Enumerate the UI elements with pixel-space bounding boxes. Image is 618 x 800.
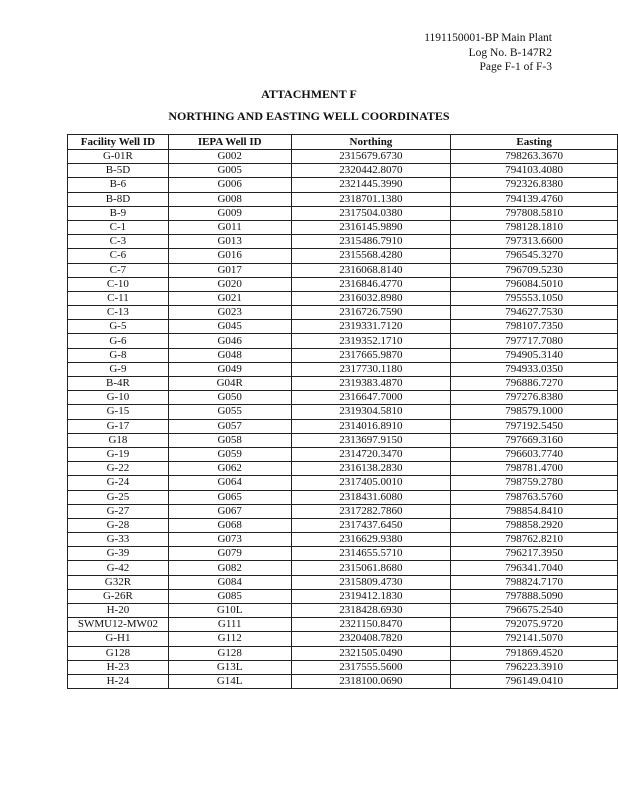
cell-northing: 2317730.1180	[291, 362, 451, 376]
cell-easting: 798759.2780	[451, 476, 618, 490]
table-row	[68, 660, 618, 674]
cell-easting: 797313.6600	[451, 235, 618, 249]
cell-facility-well-id: G-8	[68, 348, 169, 362]
cell-iepa-well-id: G009	[168, 206, 291, 220]
cell-northing: 2316726.7590	[291, 306, 451, 320]
table-row	[68, 518, 618, 532]
cell-facility-well-id: G32R	[68, 575, 169, 589]
cell-facility-well-id: G-33	[68, 533, 169, 547]
cell-iepa-well-id: G005	[168, 164, 291, 178]
cell-iepa-well-id: G062	[168, 462, 291, 476]
table-row	[68, 178, 618, 192]
cell-northing: 2315809.4730	[291, 575, 451, 589]
cell-iepa-well-id: G008	[168, 192, 291, 206]
cell-iepa-well-id: G006	[168, 178, 291, 192]
table-row	[68, 490, 618, 504]
cell-iepa-well-id: G065	[168, 490, 291, 504]
log-number: Log No. B-147R2	[468, 46, 552, 59]
table-row	[68, 320, 618, 334]
cell-northing: 2316846.4770	[291, 277, 451, 291]
cell-easting: 794905.3140	[451, 348, 618, 362]
cell-facility-well-id: C-6	[68, 249, 169, 263]
cell-facility-well-id: C-11	[68, 291, 169, 305]
cell-iepa-well-id: G021	[168, 291, 291, 305]
cell-easting: 794627.7530	[451, 306, 618, 320]
cell-easting: 796886.7270	[451, 377, 618, 391]
cell-easting: 798858.2920	[451, 518, 618, 532]
cell-iepa-well-id: G058	[168, 433, 291, 447]
table-row	[68, 206, 618, 220]
table-row	[68, 220, 618, 234]
cell-iepa-well-id: G049	[168, 362, 291, 376]
table-row	[68, 306, 618, 320]
cell-facility-well-id: C-10	[68, 277, 169, 291]
cell-facility-well-id: G-15	[68, 405, 169, 419]
table-row	[68, 575, 618, 589]
cell-northing: 2316647.7000	[291, 391, 451, 405]
cell-easting: 796709.5230	[451, 263, 618, 277]
cell-iepa-well-id: G111	[168, 618, 291, 632]
cell-easting: 796223.3910	[451, 660, 618, 674]
cell-facility-well-id: B-4R	[68, 377, 169, 391]
cell-facility-well-id: C-1	[68, 220, 169, 234]
cell-easting: 796603.7740	[451, 447, 618, 461]
cell-facility-well-id: H-24	[68, 674, 169, 688]
cell-facility-well-id: G-39	[68, 547, 169, 561]
cell-northing: 2319383.4870	[291, 377, 451, 391]
table-row	[68, 646, 618, 660]
table-row	[68, 348, 618, 362]
project-number: 1191150001-BP Main Plant	[424, 32, 552, 44]
cell-northing: 2317504.0380	[291, 206, 451, 220]
table-row	[68, 674, 618, 688]
table-row	[68, 391, 618, 405]
cell-easting: 798762.8210	[451, 533, 618, 547]
table-row	[68, 249, 618, 263]
table-row	[68, 291, 618, 305]
cell-facility-well-id: SWMU12-MW02	[68, 618, 169, 632]
cell-iepa-well-id: G059	[168, 447, 291, 461]
table-header-row	[68, 135, 618, 150]
cell-facility-well-id: B-6	[68, 178, 169, 192]
cell-easting: 794103.4080	[451, 164, 618, 178]
cell-easting: 797192.5450	[451, 419, 618, 433]
cell-northing: 2315061.8680	[291, 561, 451, 575]
table-row	[68, 604, 618, 618]
cell-northing: 2321505.0490	[291, 646, 451, 660]
cell-iepa-well-id: G084	[168, 575, 291, 589]
cell-iepa-well-id: G002	[168, 150, 291, 164]
cell-northing: 2317555.5600	[291, 660, 451, 674]
page-number: Page F-1 of F-3	[479, 61, 552, 73]
cell-facility-well-id: G-28	[68, 518, 169, 532]
cell-iepa-well-id: G016	[168, 249, 291, 263]
table-row	[68, 589, 618, 603]
cell-northing: 2318428.6930	[291, 604, 451, 618]
cell-facility-well-id: G-H1	[68, 632, 169, 646]
cell-iepa-well-id: G017	[168, 263, 291, 277]
cell-easting: 792075.9720	[451, 618, 618, 632]
cell-facility-well-id: B-9	[68, 206, 169, 220]
column-header-northing: Northing	[291, 135, 451, 150]
cell-easting: 798854.8410	[451, 504, 618, 518]
cell-easting: 797276.8380	[451, 391, 618, 405]
column-header-iepa-well-id: IEPA Well ID	[168, 135, 291, 150]
well-coordinates-table	[67, 134, 618, 689]
cell-northing: 2317437.6450	[291, 518, 451, 532]
cell-easting: 794139.4760	[451, 192, 618, 206]
cell-northing: 2317405.0010	[291, 476, 451, 490]
cell-northing: 2319352.1710	[291, 334, 451, 348]
cell-easting: 797888.5090	[451, 589, 618, 603]
table-row	[68, 533, 618, 547]
cell-easting: 794933.0350	[451, 362, 618, 376]
cell-easting: 798107.7350	[451, 320, 618, 334]
cell-facility-well-id: G18	[68, 433, 169, 447]
cell-easting: 798824.7170	[451, 575, 618, 589]
table-row	[68, 405, 618, 419]
cell-northing: 2321445.3990	[291, 178, 451, 192]
cell-northing: 2316032.8980	[291, 291, 451, 305]
cell-facility-well-id: G-9	[68, 362, 169, 376]
cell-easting: 796545.3270	[451, 249, 618, 263]
attachment-title: ATTACHMENT F	[261, 87, 357, 101]
cell-iepa-well-id: G128	[168, 646, 291, 660]
cell-easting: 798579.1000	[451, 405, 618, 419]
table-title: NORTHING AND EASTING WELL COORDINATES	[168, 109, 450, 123]
cell-facility-well-id: G-42	[68, 561, 169, 575]
cell-northing: 2315486.7910	[291, 235, 451, 249]
cell-northing: 2316138.2830	[291, 462, 451, 476]
cell-iepa-well-id: G057	[168, 419, 291, 433]
cell-easting: 798781.4700	[451, 462, 618, 476]
cell-easting: 792141.5070	[451, 632, 618, 646]
column-header-facility-well-id: Facility Well ID	[68, 135, 169, 150]
cell-easting: 797808.5810	[451, 206, 618, 220]
cell-northing: 2319412.1830	[291, 589, 451, 603]
cell-easting: 791869.4520	[451, 646, 618, 660]
table-row	[68, 235, 618, 249]
cell-easting: 798128.1810	[451, 220, 618, 234]
cell-easting: 796149.0410	[451, 674, 618, 688]
cell-northing: 2316629.9380	[291, 533, 451, 547]
cell-facility-well-id: G128	[68, 646, 169, 660]
cell-iepa-well-id: G14L	[168, 674, 291, 688]
cell-iepa-well-id: G13L	[168, 660, 291, 674]
cell-easting: 795553.1050	[451, 291, 618, 305]
table-row	[68, 476, 618, 490]
cell-facility-well-id: G-01R	[68, 150, 169, 164]
cell-northing: 2318100.0690	[291, 674, 451, 688]
cell-facility-well-id: C-13	[68, 306, 169, 320]
table-row	[68, 164, 618, 178]
table-row	[68, 561, 618, 575]
cell-iepa-well-id: G020	[168, 277, 291, 291]
cell-easting: 797669.3160	[451, 433, 618, 447]
cell-easting: 797717.7080	[451, 334, 618, 348]
table-row	[68, 447, 618, 461]
cell-iepa-well-id: G079	[168, 547, 291, 561]
table-row	[68, 362, 618, 376]
cell-easting: 796341.7040	[451, 561, 618, 575]
table-row	[68, 263, 618, 277]
cell-iepa-well-id: G048	[168, 348, 291, 362]
cell-iepa-well-id: G073	[168, 533, 291, 547]
table-row	[68, 547, 618, 561]
document-header	[424, 31, 552, 75]
cell-iepa-well-id: G068	[168, 518, 291, 532]
cell-northing: 2313697.9150	[291, 433, 451, 447]
cell-easting: 798763.5760	[451, 490, 618, 504]
cell-easting: 796675.2540	[451, 604, 618, 618]
cell-iepa-well-id: G04R	[168, 377, 291, 391]
cell-iepa-well-id: G112	[168, 632, 291, 646]
cell-facility-well-id: G-5	[68, 320, 169, 334]
cell-iepa-well-id: G067	[168, 504, 291, 518]
cell-northing: 2314655.5710	[291, 547, 451, 561]
table-row	[68, 192, 618, 206]
cell-northing: 2318431.6080	[291, 490, 451, 504]
table-row	[68, 618, 618, 632]
cell-iepa-well-id: G046	[168, 334, 291, 348]
cell-easting: 792326.8380	[451, 178, 618, 192]
cell-iepa-well-id: G055	[168, 405, 291, 419]
cell-iepa-well-id: G023	[168, 306, 291, 320]
table-row	[68, 632, 618, 646]
cell-iepa-well-id: G050	[168, 391, 291, 405]
cell-northing: 2319304.5810	[291, 405, 451, 419]
table-row	[68, 334, 618, 348]
cell-iepa-well-id: G10L	[168, 604, 291, 618]
cell-facility-well-id: G-25	[68, 490, 169, 504]
cell-facility-well-id: G-27	[68, 504, 169, 518]
table-row	[68, 433, 618, 447]
cell-facility-well-id: G-24	[68, 476, 169, 490]
cell-facility-well-id: G-17	[68, 419, 169, 433]
table-body	[68, 150, 618, 689]
cell-northing: 2319331.7120	[291, 320, 451, 334]
table-row	[68, 504, 618, 518]
cell-easting: 798263.3670	[451, 150, 618, 164]
cell-facility-well-id: C-7	[68, 263, 169, 277]
cell-facility-well-id: G-22	[68, 462, 169, 476]
cell-northing: 2314720.3470	[291, 447, 451, 461]
cell-facility-well-id: C-3	[68, 235, 169, 249]
column-header-easting: Easting	[451, 135, 618, 150]
cell-iepa-well-id: G013	[168, 235, 291, 249]
cell-facility-well-id: H-23	[68, 660, 169, 674]
cell-facility-well-id: G-6	[68, 334, 169, 348]
cell-northing: 2315568.4280	[291, 249, 451, 263]
table-row	[68, 462, 618, 476]
cell-northing: 2320408.7820	[291, 632, 451, 646]
cell-facility-well-id: B-8D	[68, 192, 169, 206]
cell-northing: 2315679.6730	[291, 150, 451, 164]
table-row	[68, 419, 618, 433]
cell-northing: 2316145.9890	[291, 220, 451, 234]
cell-iepa-well-id: G082	[168, 561, 291, 575]
cell-easting: 796217.3950	[451, 547, 618, 561]
cell-facility-well-id: H-20	[68, 604, 169, 618]
cell-iepa-well-id: G064	[168, 476, 291, 490]
cell-facility-well-id: G-19	[68, 447, 169, 461]
cell-northing: 2314016.8910	[291, 419, 451, 433]
cell-northing: 2317665.9870	[291, 348, 451, 362]
table-row	[68, 150, 618, 164]
cell-iepa-well-id: G085	[168, 589, 291, 603]
cell-northing: 2316068.8140	[291, 263, 451, 277]
cell-iepa-well-id: G011	[168, 220, 291, 234]
cell-iepa-well-id: G045	[168, 320, 291, 334]
cell-northing: 2317282.7860	[291, 504, 451, 518]
table-row	[68, 277, 618, 291]
cell-facility-well-id: G-26R	[68, 589, 169, 603]
cell-facility-well-id: G-10	[68, 391, 169, 405]
cell-easting: 796084.5010	[451, 277, 618, 291]
cell-northing: 2318701.1380	[291, 192, 451, 206]
cell-facility-well-id: B-5D	[68, 164, 169, 178]
table-row	[68, 377, 618, 391]
cell-northing: 2320442.8070	[291, 164, 451, 178]
cell-northing: 2321150.8470	[291, 618, 451, 632]
